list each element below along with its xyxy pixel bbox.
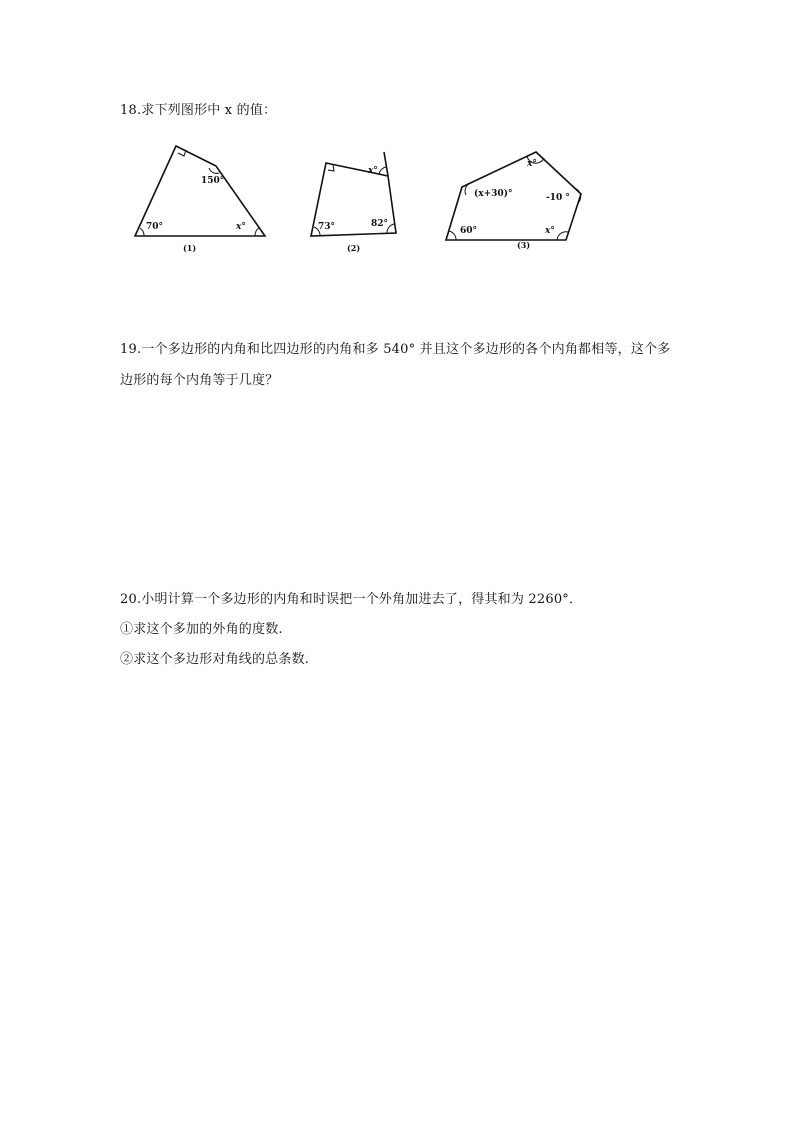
question-19-line-1: 19.一个多边形的内角和比四边形的内角和多 540° 并且这个多边形的各个内角都相等，这个多: [120, 342, 671, 357]
question-20-sub-2: ②求这个多边形对角线的总条数.: [120, 652, 310, 667]
fig1-angle-150: 150°: [201, 176, 225, 186]
question-20-line-1: 20.小明计算一个多边形的内角和时误把一个外角加进去了，得其和为 2260°．: [120, 592, 583, 607]
figure-3: [446, 152, 581, 250]
fig3-angle-x-plus-30: (x+30)°: [474, 189, 513, 199]
fig2-angle-82: 82°: [371, 219, 389, 229]
question-20-sub-1: ①求这个多加的外角的度数.: [120, 622, 283, 637]
figure-2: [311, 152, 396, 253]
fig1-angle-x: x°: [236, 222, 246, 232]
polygon-figures: [0, 0, 794, 300]
fig2-angle-x: x°: [368, 166, 378, 176]
fig2-angle-73: 73°: [318, 222, 336, 232]
figure-1: [135, 146, 265, 253]
fig2-caption: (2): [347, 243, 361, 253]
fig1-caption: (1): [183, 243, 197, 253]
fig3-caption: (3): [517, 240, 531, 250]
question-19-line-2: 边形的每个内角等于几度？: [120, 373, 279, 388]
question-18-text: 18.求下列图形中 x 的值：: [120, 103, 277, 118]
fig3-angle-60: 60°: [460, 226, 478, 236]
fig3-angle-x-top: x°: [527, 159, 537, 169]
fig3-angle-minus-10: -10 °: [546, 193, 570, 203]
fig1-angle-70: 70°: [146, 222, 164, 232]
fig3-angle-x-bottom: x°: [545, 226, 555, 236]
